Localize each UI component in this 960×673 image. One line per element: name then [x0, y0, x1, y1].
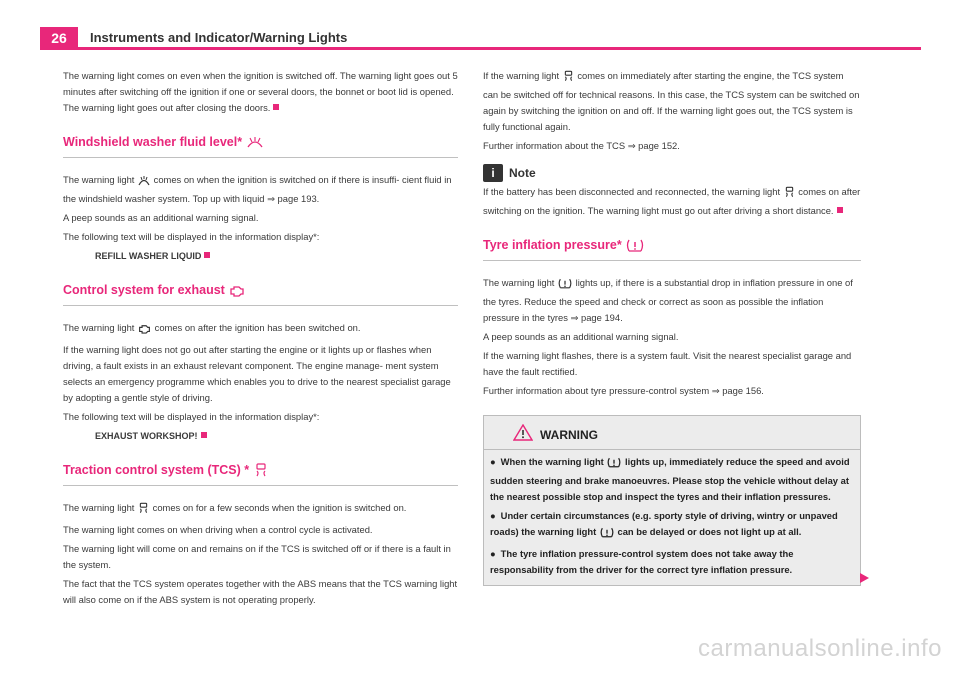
exhaust-paragraph-3: The following text will be displayed in the information display*: [63, 411, 320, 422]
exhaust-paragraph-1: The warning light comes on after the ignition has been switched on. [63, 320, 458, 339]
end-marker-icon [201, 432, 207, 438]
note-heading: i Note [483, 164, 861, 182]
warning-bullet-3: ● The tyre inflation pressure-control system does not take away the responsability from the driver for the correct tyre inflation pressure. [490, 548, 794, 575]
end-marker-icon [273, 104, 279, 110]
display-message: REFILL WASHER LIQUID [95, 248, 458, 264]
bullet-icon: ● [490, 510, 496, 521]
tcs-skid-icon [138, 502, 149, 519]
tyre-paragraph-1: The warning light lights up, if there is a substantial drop in inflation pressure in one of the tyres. Reduce the speed and check or correct as soon as possible the inflation pressure in the tyres ⇒ page 194. [483, 277, 853, 323]
tyre-paragraph-2: A peep sounds as an additional warning signal. [483, 331, 679, 342]
header-rule [40, 47, 921, 50]
warning-box [483, 415, 861, 586]
tcs-paragraph-4: The fact that the TCS system operates together with the ABS means that the TCS warning light will also come on if the ABS system is not operating properly. [63, 578, 458, 605]
page-number: 26 [40, 27, 78, 49]
tyre-pressure-icon [607, 457, 621, 473]
tyre-pressure-icon [558, 278, 572, 294]
watermark: carmanualsonline.info [698, 635, 942, 662]
tcs-paragraph-1: The warning light comes on for a few seconds when the ignition is switched on. [63, 500, 458, 519]
tyre-pressure-icon [600, 527, 614, 543]
washer-paragraph-3: The following text will be displayed in the information display*: [63, 231, 320, 242]
section-heading-tyre: Tyre inflation pressure* [483, 237, 861, 261]
washer-paragraph-1: The warning light comes on when the ignition is switched on if there is insuffi- cient fluid in the windshield washer system. Top up with liquid ⇒ page 193. [63, 174, 452, 204]
end-marker-icon [204, 252, 210, 258]
exhaust-paragraph-2: If the warning light does not go out after starting the engine or it lights up or flashes when driving, a fault exists in an exhaust relevant component. The engine manage- ment system selects an emergency programme which enables you to drive to the nearest specialist garage by adopting a gentle style of driving. [63, 344, 451, 403]
washer-fluid-icon [138, 175, 150, 191]
tcs-skid-icon [784, 186, 795, 203]
note-icon: i [483, 164, 503, 182]
tcs-paragraph-3: The warning light will come on and remains on if the TCS is switched off or if there is a fault in the system. [63, 543, 451, 570]
warning-divider [484, 449, 860, 450]
tcs-cont-paragraph-2: Further information about the TCS ⇒ page 152. [483, 140, 680, 151]
tcs-paragraph-2: The warning light comes on when driving when a control cycle is activated. [63, 524, 373, 535]
warning-heading: WARNING [490, 416, 854, 449]
tcs-skid-icon [563, 70, 574, 87]
tcs-skid-icon [254, 463, 268, 481]
bullet-icon: ● [490, 548, 496, 559]
left-column [63, 68, 458, 611]
washer-fluid-icon [247, 137, 263, 153]
end-marker-icon [837, 207, 843, 213]
note-paragraph: If the battery has been disconnected and reconnected, the warning light comes on after switching on the ignition. The warning light must go out after driving a short distance. [483, 186, 861, 216]
warning-bullet-2: ● Under certain circumstances (e.g. sporty style of driving, wintry or unpaved roads) the warning light can be delayed or does not light up at all. [490, 508, 854, 543]
section-heading-exhaust: Control system for exhaust [63, 282, 458, 306]
tyre-paragraph-4: Further information about tyre pressure-control system ⇒ page 156. [483, 385, 764, 396]
page-title: Instruments and Indicator/Warning Lights [90, 30, 348, 45]
intro-paragraph: The warning light comes on even when the ignition is switched off. The warning light goes out 5 minutes after switching off the ignition if one or several doors, the bonnet or boot lid is opened. The warning light goes out after closing the doors. [63, 70, 458, 113]
warning-bullet-1: ● When the warning light lights up, immediately reduce the speed and avoid sudden steering and brake manoeuvres. Please stop the vehicle without delay at the nearest possible stop and inspect the tyres and their inflation pressures. [490, 456, 850, 502]
section-heading-tcs: Traction control system (TCS) * [63, 462, 458, 486]
tyre-pressure-icon [626, 239, 644, 256]
tcs-cont-paragraph-1: If the warning light comes on immediately after starting the engine, the TCS system can be switched off for technical reasons. In this case, the TCS system can be switched on again by switching the ignition on and off. If the warning light goes out, the TCS system is fully functional again. [483, 70, 860, 132]
tyre-paragraph-3: If the warning light flashes, there is a system fault. Visit the nearest specialist garage and have the fault rectified. [483, 350, 852, 377]
washer-paragraph-2: A peep sounds as an additional warning signal. [63, 212, 259, 223]
section-heading-washer: Windshield washer fluid level* [63, 134, 458, 158]
engine-exhaust-icon [138, 323, 151, 339]
engine-exhaust-icon [229, 285, 245, 301]
display-message: EXHAUST WORKSHOP! [95, 428, 458, 444]
continue-arrow-icon [858, 571, 870, 589]
bullet-icon: ● [490, 456, 496, 467]
warning-triangle-icon [513, 424, 533, 445]
right-column [483, 68, 861, 586]
